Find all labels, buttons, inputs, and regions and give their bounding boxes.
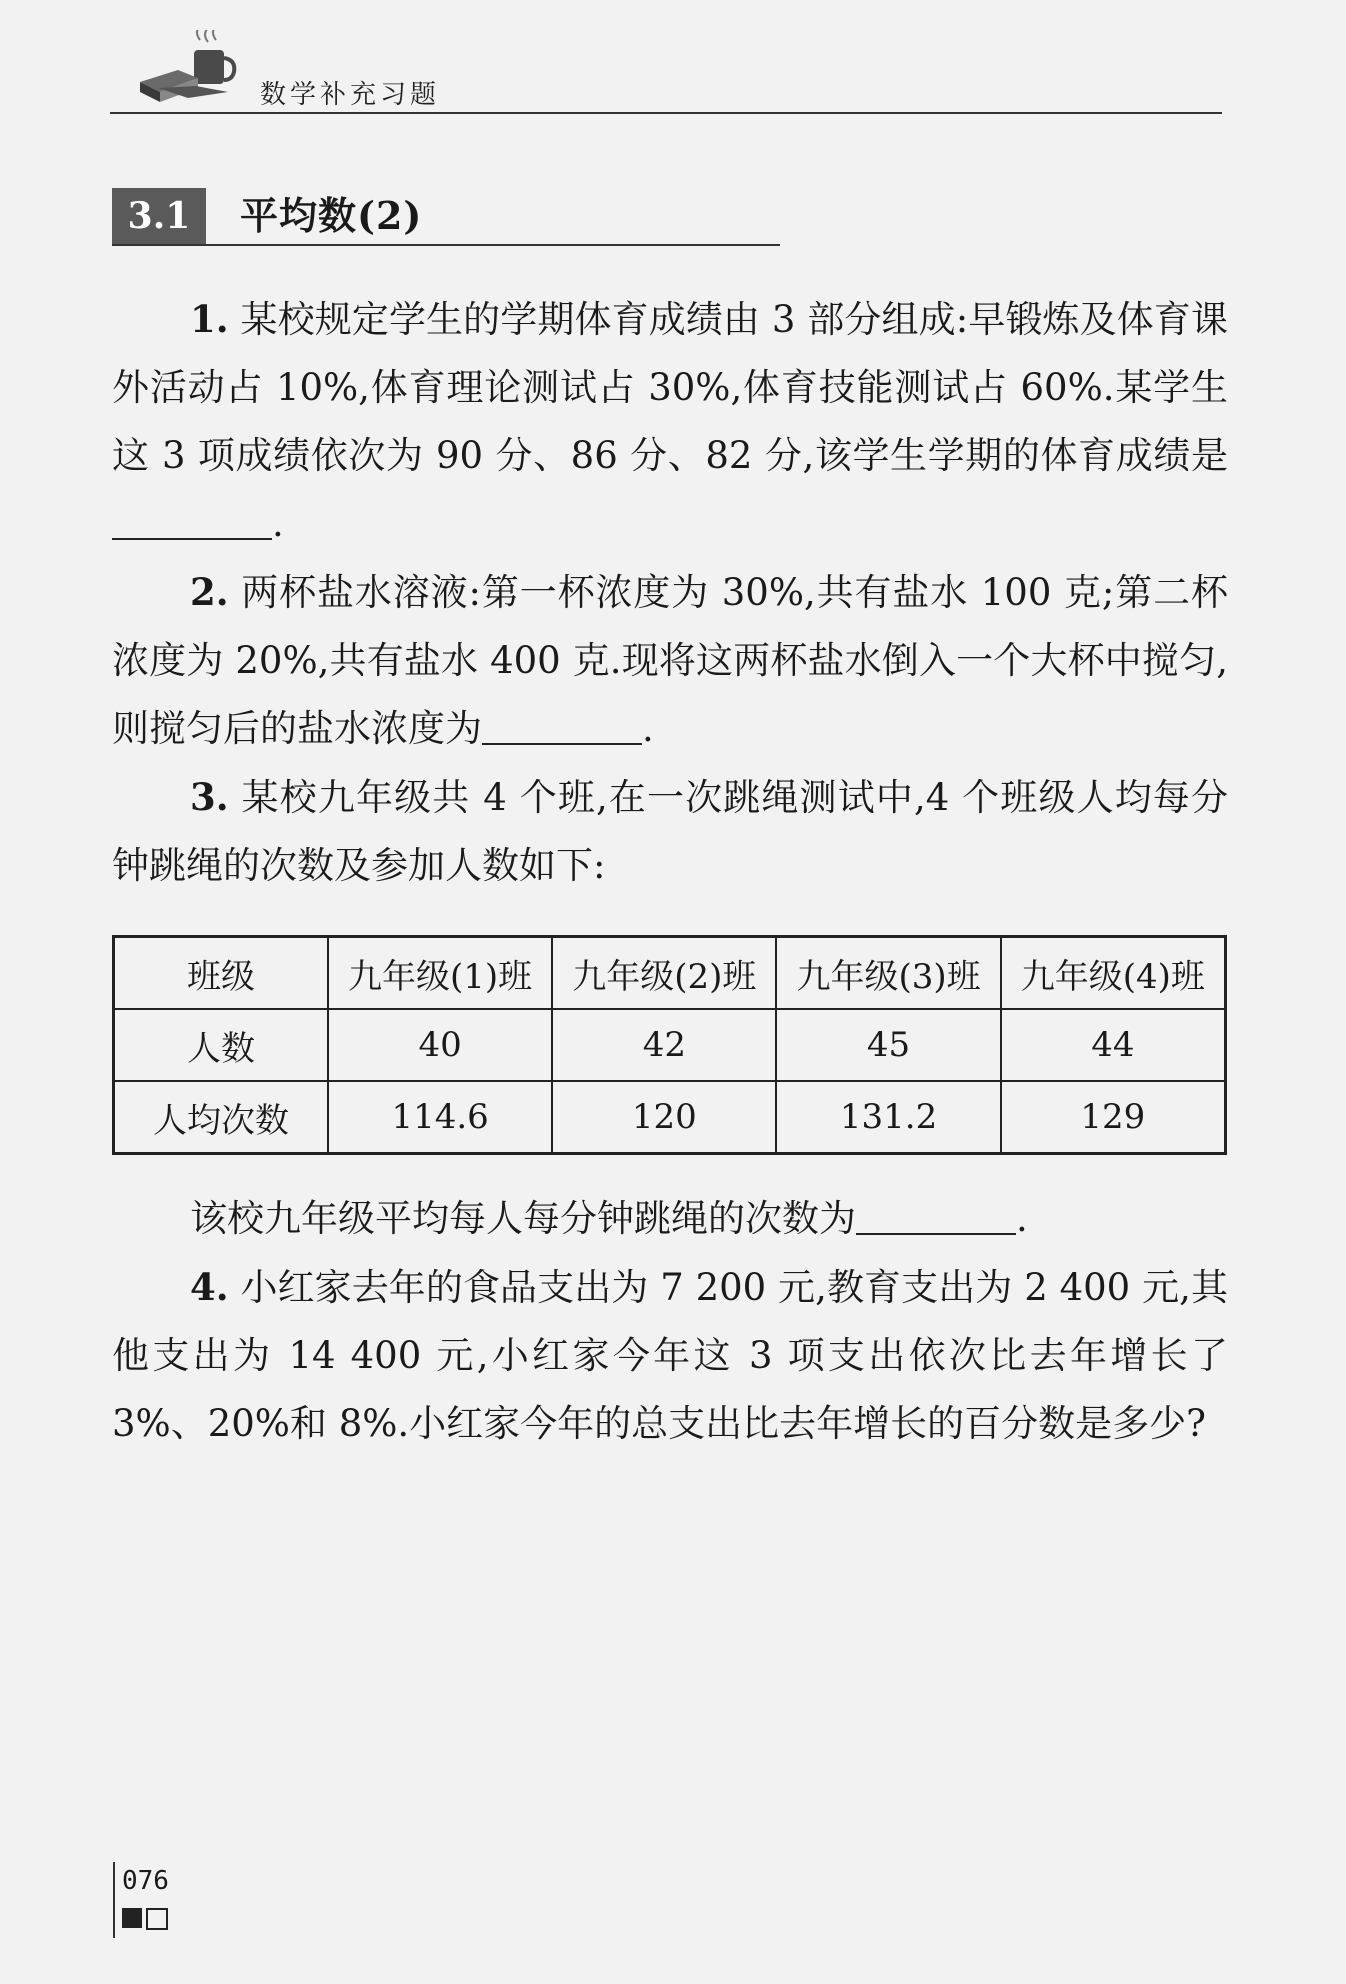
question-3-followup [112,1185,1228,1253]
footer-squares [122,1908,172,1932]
empty-square-icon [146,1908,168,1930]
jump-rope-table [112,935,1227,1155]
table-cell: 44 [1001,1009,1226,1081]
page-number: 076 [122,1866,169,1896]
book-title: 数学补充习题 [260,80,441,110]
question-end: . [1016,1197,1028,1240]
section-heading [112,188,780,246]
questions-continued [112,1185,1228,1458]
section-title: 平均数(2) [240,193,423,238]
table-cell: 42 [552,1009,776,1081]
table-cell: 45 [776,1009,1000,1081]
book-and-cup-icon [138,30,258,110]
answer-blank[interactable] [856,1196,1016,1235]
answer-blank[interactable] [112,501,272,540]
page-header [110,22,1222,114]
question-text: 小红家去年的食品支出为 7 200 元,教育支出为 2 400 元,其他支出为 14 400 元,小红家今年这 3 项支出依次比去年增长了 3%、20%和 8%.小红家今年的总支出比去年增长的百分数是多少? [112,1266,1228,1445]
table-header-cell: 九年级(1)班 [328,937,552,1010]
table-cell: 131.2 [776,1081,1000,1154]
question-1 [112,285,1228,558]
question-2 [112,558,1228,763]
table-row [114,1009,1226,1081]
section-number: 3.1 [112,188,206,244]
question-3 [112,763,1228,900]
question-end: . [642,707,654,750]
footer-rule [113,1862,115,1938]
question-end: . [272,502,284,545]
table-cell: 114.6 [328,1081,552,1154]
table-row [114,1081,1226,1154]
question-text: 某校规定学生的学期体育成绩由 3 部分组成:早锻炼及体育课外活动占 10%,体育理论测试占 30%,体育技能测试占 60%.某学生这 3 项成绩依次为 90 分、86 分、82 分,该学生学期的体育成绩是 [112,298,1228,477]
table-header-cell: 九年级(2)班 [552,937,776,1010]
table-header-cell: 班级 [114,937,329,1010]
table-cell: 129 [1001,1081,1226,1154]
table-cell: 40 [328,1009,552,1081]
question-number: 4. [190,1265,229,1309]
table-cell: 120 [552,1081,776,1154]
table-cell: 人均次数 [114,1081,329,1154]
question-text: 该校九年级平均每人每分钟跳绳的次数为 [190,1197,856,1240]
answer-blank[interactable] [482,706,642,745]
question-text: 两杯盐水溶液:第一杯浓度为 30%,共有盐水 100 克;第二杯浓度为 20%,共有盐水 400 克.现将这两杯盐水倒入一个大杯中搅匀,则搅匀后的盐水浓度为 [112,571,1228,750]
table-header-cell: 九年级(3)班 [776,937,1000,1010]
question-number: 1. [190,297,229,341]
table-header-row [114,937,1226,1010]
question-number: 3. [190,775,229,819]
filled-square-icon [122,1908,142,1928]
questions [112,285,1228,900]
question-text: 某校九年级共 4 个班,在一次跳绳测试中,4 个班级人均每分钟跳绳的次数及参加人数如下: [112,776,1228,887]
question-4 [112,1253,1228,1458]
table-cell: 人数 [114,1009,329,1081]
table-header-cell: 九年级(4)班 [1001,937,1226,1010]
question-number: 2. [190,570,229,614]
